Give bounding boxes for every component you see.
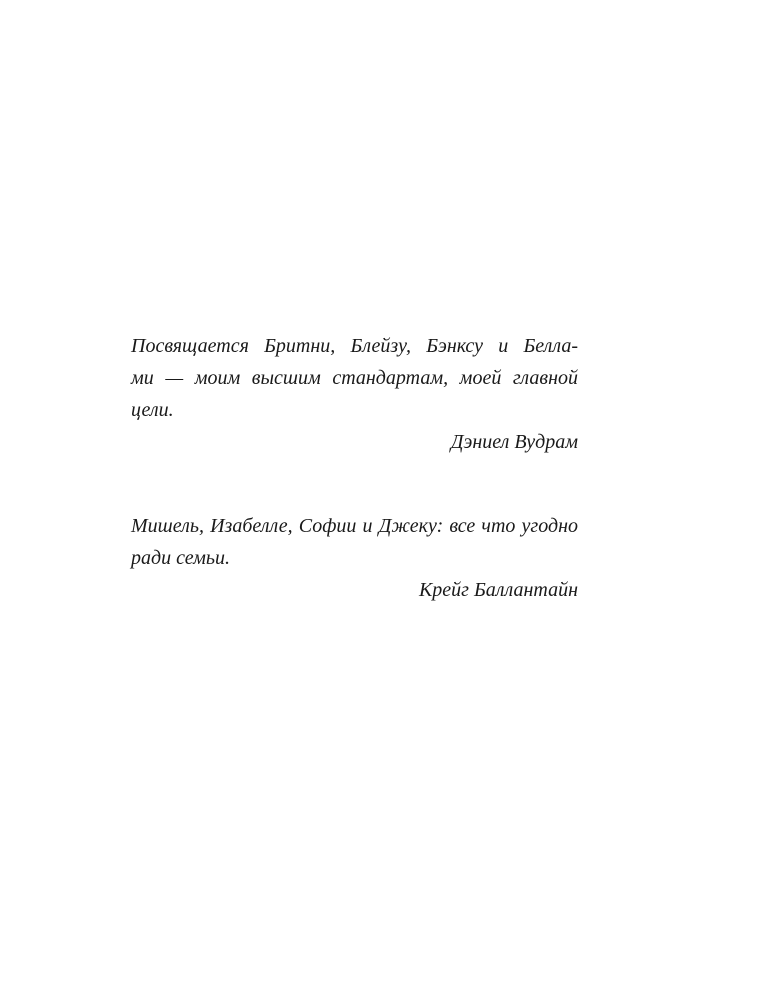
dedication-text-line: цели.	[131, 399, 174, 421]
dedication-text-line: Посвящается Бритни, Блейзу, Бэнксу и Белла-	[131, 335, 578, 357]
dedication-daniel	[131, 330, 578, 458]
dedication-text-line: ми — моим высшим стандартам, моей главной	[131, 367, 578, 389]
dedication-text-line: ради семьи.	[131, 547, 230, 569]
dedication-author: Крейг Баллантайн	[419, 579, 578, 601]
dedication-craig	[131, 510, 578, 606]
dedication-text-line: Мишель, Изабелле, Софии и Джеку: все что угодно	[131, 515, 578, 537]
dedication-author: Дэниел Вудрам	[450, 431, 578, 453]
